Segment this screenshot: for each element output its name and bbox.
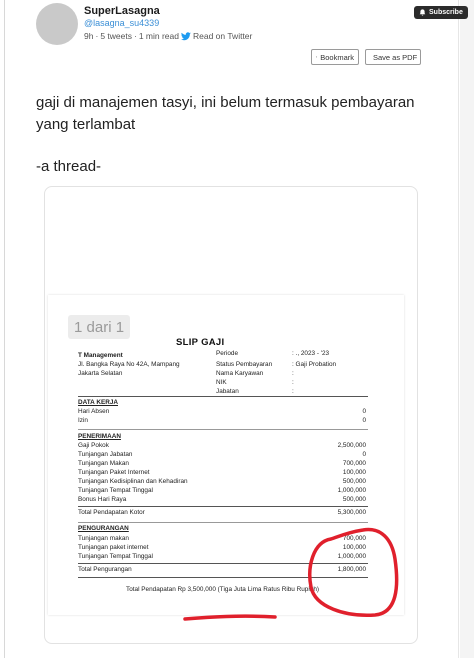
row-value: 700,000 xyxy=(342,535,366,542)
info-label-jabatan: Jabatan xyxy=(216,388,239,395)
row-value: 500,000 xyxy=(342,496,366,503)
row-value: 0 xyxy=(362,417,366,424)
row-value: 0 xyxy=(362,408,366,415)
tweet-text xyxy=(36,92,436,136)
info-value-nama: : xyxy=(292,370,294,377)
row-label: Tunjangan Makan xyxy=(78,460,129,467)
row-value: 500,000 xyxy=(342,478,366,485)
left-border xyxy=(4,0,5,658)
row-value: 2,500,000 xyxy=(337,442,366,449)
row-label: Tunjangan paket internet xyxy=(78,544,149,551)
subscribe-button[interactable] xyxy=(414,6,468,19)
tweet-header xyxy=(36,3,463,45)
page-indicator: 1 dari 1 xyxy=(68,315,130,339)
save-as-pdf-label: Save as PDF xyxy=(373,52,418,62)
company-address-1: Jl. Bangka Raya No 42A, Mampang xyxy=(78,361,180,368)
save-as-pdf-button[interactable] xyxy=(365,49,421,65)
row-value: 100,000 xyxy=(342,469,366,476)
info-label-nik: NIK xyxy=(216,379,227,386)
info-label-nama: Nama Karyawan xyxy=(216,370,264,377)
read-on-twitter-link[interactable]: Read on Twitter xyxy=(192,31,253,41)
section-data-kerja: DATA KERJA xyxy=(78,399,118,406)
scrollbar[interactable] xyxy=(460,0,474,658)
info-label-status: Status Pembayaran xyxy=(216,361,273,368)
read-time: 1 min read xyxy=(138,31,179,41)
row-label: Izin xyxy=(78,417,88,424)
bookmark-label: Bookmark xyxy=(320,52,354,62)
row-value: 1,000,000 xyxy=(337,553,366,560)
red-underline-annotation xyxy=(185,616,275,619)
tweet-meta: 9h · 5 tweets · 1 min read Read on Twitter xyxy=(84,31,253,41)
total-kotor-label: Total Pendapatan Kotor xyxy=(78,509,145,516)
company-address-2: Jakarta Selatan xyxy=(78,370,123,377)
red-circle-annotation xyxy=(310,530,397,616)
subscribe-label: Subscribe xyxy=(429,9,463,16)
author-name[interactable]: SuperLasagna xyxy=(84,5,160,17)
row-label: Tunjangan Tempat Tinggal xyxy=(78,553,153,560)
total-pendapatan: Total Pendapatan Rp 3,500,000 (Tiga Juta Lima Ratus Ribu Rupiah) xyxy=(126,586,320,593)
tweet-text-line-2: yang terlambat xyxy=(36,116,136,133)
row-value: 100,000 xyxy=(342,544,366,551)
info-value-nik: : xyxy=(292,379,294,386)
row-value: 1,000,000 xyxy=(337,487,366,494)
twitter-bird-icon xyxy=(181,32,191,41)
tweet-media[interactable] xyxy=(44,186,418,644)
info-value-status: : Gaji Probation xyxy=(292,361,337,368)
tweet-text-line-1: gaji di manajemen tasyi, ini belum termasuk pembayaran xyxy=(36,94,415,111)
total-pengurangan-value: 1,800,000 xyxy=(337,566,366,573)
bell-icon xyxy=(419,9,426,16)
row-value: 700,000 xyxy=(342,460,366,467)
slip-title: SLIP GAJI xyxy=(176,337,225,348)
bookmark-icon xyxy=(316,53,317,61)
total-pengurangan-label: Total Pengurangan xyxy=(78,566,132,573)
avatar[interactable] xyxy=(36,3,78,45)
total-kotor-value: 5,300,000 xyxy=(337,509,366,516)
row-label: Tunjangan Tempat Tinggal xyxy=(78,487,153,494)
company-name: T Management xyxy=(78,352,123,359)
author-handle[interactable]: @lasagna_su4339 xyxy=(84,18,160,28)
section-penerimaan: PENERIMAAN xyxy=(78,433,121,440)
right-border xyxy=(458,0,459,658)
row-label: Tunjangan Kedisiplinan dan Kehadiran xyxy=(78,478,188,485)
row-label: Tunjangan Paket Internet xyxy=(78,469,150,476)
info-value-periode: : ., 2023 - '23 xyxy=(292,350,330,357)
thread-marker: -a thread- xyxy=(36,158,102,175)
row-label: Gaji Pokok xyxy=(78,442,109,449)
row-label: Hari Absen xyxy=(78,408,110,415)
tweet-count: 5 tweets xyxy=(100,31,132,41)
row-label: Tunjangan makan xyxy=(78,535,129,542)
tweet-time: 9h xyxy=(84,31,94,41)
info-label-periode: Periode xyxy=(216,350,239,357)
row-label: Bonus Hari Raya xyxy=(78,496,127,503)
red-annotation xyxy=(45,187,418,644)
row-label: Tunjangan Jabatan xyxy=(78,451,133,458)
bookmark-button[interactable] xyxy=(311,49,359,65)
row-value: 0 xyxy=(362,451,366,458)
section-pengurangan: PENGURANGAN xyxy=(78,525,129,532)
info-value-jabatan: : xyxy=(292,388,294,395)
